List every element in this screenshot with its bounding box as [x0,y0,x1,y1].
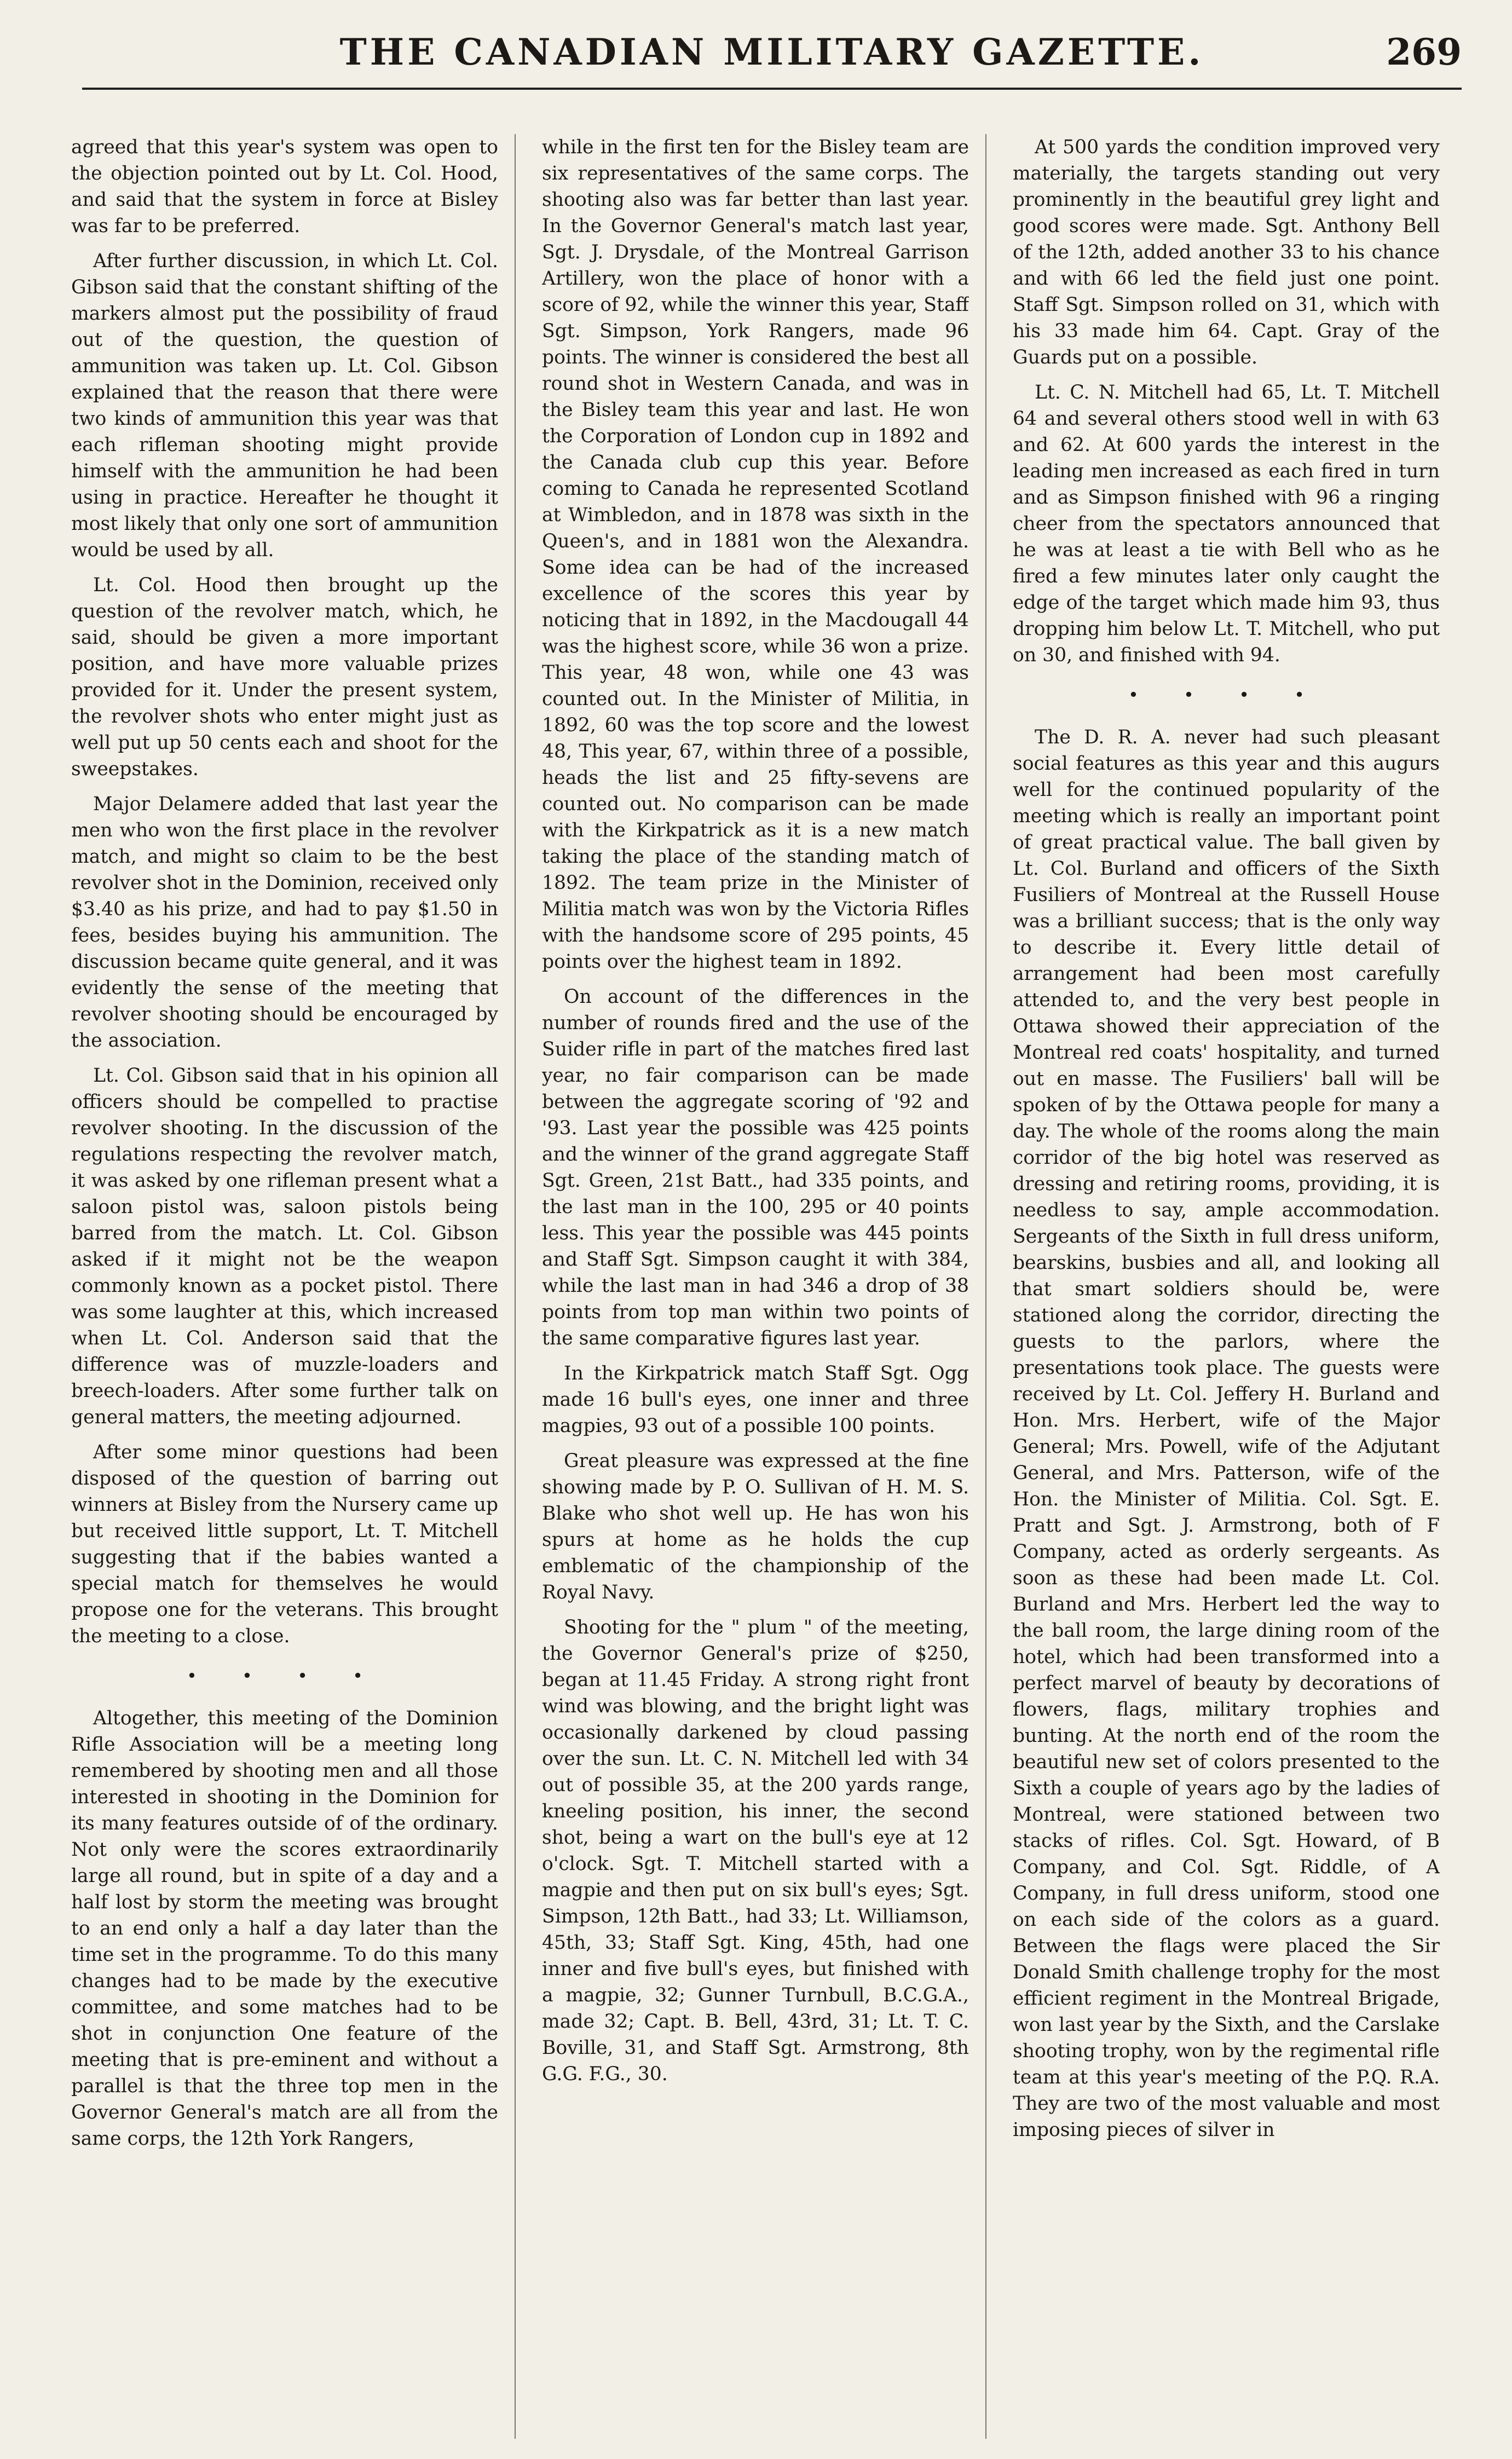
column-1 [71,134,498,2441]
masthead: THE CANADIAN MILITARY GAZETTE. [339,31,1204,73]
page-number: 269 [1386,31,1462,73]
paragraph: Lt. Col. Hood then brought up the question of the revolver match, which, he said, should be given a more important position, and have more valuable prizes provided for it. Under the present system, the revolver shots who enter might just as well put up 50 cents each and shoot for the sweepstakes. [71,574,498,780]
paragraph: Great pleasure was expressed at the fine showing made by P. O. Sullivan of H. M. S. Blake who shot well up. He has won his spurs at home as he holds the cup emblematic of the championship of the Royal Navy. [542,1450,969,1603]
page-header [82,27,1462,90]
paragraph: In the Kirkpatrick match Staff Sgt. Ogg made 16 bull's eyes, one inner and three magpies, 93 out of a possible 100 points. [542,1363,969,1437]
column-rule [515,134,516,2439]
paragraph: After further discussion, in which Lt. Col. Gibson said that the constant shifting of the markers almost put the possibility of fraud out of the question, the question of ammunition was taken up. Lt. Col. Gibson explained that the reason that there were two kinds of ammunition this year was that each rifleman shooting might provide himself with the ammunition he had been using in practice. Hereafter he thought it most likely that only one sort of ammunition would be used by all. [71,250,498,561]
paragraph: Lt. C. N. Mitchell had 65, Lt. T. Mitchell 64 and several others stood well in with 63 and 62. At 600 yards the interest in the leading men increased as each fired in turn and as Simpson finished with 96 a ringing cheer from the spectators announced that he was at least a tie with Bell who as he fired a few minutes later only caught the edge of the target which made him 93, thus dropping him below Lt. T. Mitchell, who put on 30, and finished with 94. [1013,382,1440,666]
paragraph: Shooting for the " plum " of the meeting, the Governor General's prize of $250, began at 11.45 Friday. A strong right front wind was blowing, and the bright light was occasionally darkened by cloud passing over the sun. Lt. C. N. Mitchell led with 34 out of possible 35, at the 200 yards range, kneeling position, his inner, the second shot, being a wart on the bull's eye at 12 o'clock. Sgt. T. Mitchell started with a magpie and then put on six bull's eyes; Sgt. Simpson, 12th Batt., had 33; Lt. Williamson, 45th, 33; Staff Sgt. King, 45th, had one inner and five bull's eyes, but finished with a magpie, 32; Gunner Turnbull, B.C.G.A., made 32; Capt. B. Bell, 43rd, 31; Lt. T. C. Boville, 31, and Staff Sgt. Armstrong, 8th G.G. F.G., 30. [542,1617,969,2085]
column-3 [1013,134,1440,2441]
paragraph: Major Delamere added that last year the men who won the first place in the revolver match, and might so claim to be the best revolver shot in the Dominion, received only $3.40 as his prize, and had to pay $1.50 in fees, besides buying his ammunition. The discussion became quite general, and it was evidently the sense of the meeting that revolver shooting should be encouraged by the association. [71,793,498,1052]
paragraph: The D. R. A. never had such pleasant social features as this year and this augurs well for the continued popularity of the meeting which is really an important point of great practical value. The ball given by Lt. Col. Burland and officers of the Sixth Fusiliers of Montreal at the Russell House was a brilliant success; that is the only way to describe it. Every little detail of arrangement had been most carefully attended to, and the very best people in Ottawa showed their appreciation of the Montreal red coats' hospitality, and turned out en masse. The Fusiliers' ball will be spoken of by the Ottawa people for many a day. The whole of the rooms along the main corridor of the big hotel was reserved as dressing and retiring rooms, providing, it is needless to say, ample accommodation. Sergeants of the Sixth in full dress uniform, bearskins, busbies and all, and looking all that smart soldiers should be, were stationed along the corridor, directing the guests to the parlors, where the presentations took place. The guests were received by Lt. Col. Jeffery H. Burland and Hon. Mrs. Herbert, wife of the Major General; Mrs. Powell, wife of the Adjutant General, and Mrs. Patterson, wife of the Hon. the Minister of Militia. Col. Sgt. E. Pratt and Sgt. J. Armstrong, both of F Company, acted as orderly sergeants. As soon as these had been made Lt. Col. Burland and Mrs. Herbert led the way to the ball room, the large dining room of the hotel, which had been transformed into a perfect marvel of beauty by decorations of flowers, flags, military trophies and bunting. At the north end of the room the beautiful new set of colors presented to the Sixth a couple of years ago by the ladies of Montreal, were stationed between two stacks of rifles. Col. Sgt. Howard, of B Company, and Col. Sgt. Riddle, of A Company, in full dress uniform, stood one on each side of the colors as a guard. Between the flags were placed the Sir Donald Smith challenge trophy for the most efficient regiment in the Montreal Brigade, won last year by the Sixth, and the Carslake shooting trophy, won by the regimental rifle team at this year's meeting of the P.Q. R.A. They are two of the most valuable and most imposing pieces of silver in [1013,726,1440,2141]
column-rule [985,134,986,2439]
paragraph: agreed that this year's system was open to the objection pointed out by Lt. Col. Hood, and said that the system in force at Bisley was far to be preferred. [71,136,498,237]
paragraph: Altogether, this meeting of the Dominion Rifle Association will be a meeting long remembered by shooting men and all those interested in shooting in the Dominion for its many features outside of of the ordinary. Not only were the scores extraordinarily large all round, but in spite of a day and a half lost by storm the meeting was brought to an end only a half a day later than the time set in the programme. To do this many changes had to be made by the executive committee, and some matches had to be shot in conjunction One feature of the meeting that is pre-eminent and without a parallel is that the three top men in the Governor General's match are all from the same corps, the 12th York Rangers, [71,1707,498,2150]
section-separator: • • • • [1128,684,1324,705]
paragraph: On account of the differences in the number of rounds fired and the use of the Suider rifle in part of the matches fired last year, no fair comparison can be made between the aggregate scoring of '92 and '93. Last year the possible was 425 points and the winner of the grand aggregate Staff Sgt. Green, 21st Batt., had 335 points, and the last man in the 100, 295 or 40 points less. This year the possible was 445 points and Staff Sgt. Simpson caught it with 384, while the last man in had 346 a drop of 38 points from top man within two points of the same comparative figures last year. [542,986,969,1349]
column-2 [542,134,969,2441]
paragraph: At 500 yards the condition improved very materially, the targets standing out very prominently in the beautiful grey light and good scores were made. Sgt. Anthony Bell of the 12th, added another 33 to his chance and with 66 led the field just one point. Staff Sgt. Simpson rolled on 31, which with his 33 made him 64. Capt. Gray of the Guards put on a possible. [1013,136,1440,368]
section-separator: • • • • [186,1665,383,1686]
paragraph: Lt. Col. Gibson said that in his opinion all officers should be compelled to practise revolver shooting. In the discussion of the regulations respecting the revolver match, it was asked by one rifleman present what a saloon pistol was, saloon pistols being barred from the match. Lt. Col. Gibson asked if it might not be the weapon commonly known as a pocket pistol. There was some laughter at this, which increased when Lt. Col. Anderson said that the difference was of muzzle-loaders and breech-loaders. After some further talk on general matters, the meeting adjourned. [71,1065,498,1428]
paragraph: while in the first ten for the Bisley team are six representatives of the same corps. The shooting also was far better than last year. In the Governor General's match last year, Sgt. J. Drysdale, of the Montreal Garrison Artillery, won the place of honor with a score of 92, while the winner this year, Staff Sgt. Simpson, York Rangers, made 96 points. The winner is considered the best all round shot in Western Canada, and was in the Bisley team this year and last. He won the Corporation of London cup in 1892 and the Canada club cup this year. Before coming to Canada he represented Scotland at Wimbledon, and in 1878 was sixth in the Queen's, and in 1881 won the Alexandra. Some idea can be had of the increased excellence of the scores this year by noticing that in 1892, in the Macdougall 44 was the highest score, while 36 won a prize. This year, 48 won, while one 43 was counted out. In the Minister of Militia, in 1892, 60 was the top score and the lowest 48, This year, 67, within three of a possible, heads the list and 25 fifty-sevens are counted out. No comparison can be made with the Kirkpatrick as it is a new match taking the place of the standing match of 1892. The team prize in the Minister of Militia match was won by the Victoria Rifles with the handsome score of 295 points, 45 points over the highest team in 1892. [542,136,969,973]
paragraph: After some minor questions had been disposed of the question of barring out winners at Bisley from the Nursery came up but received little support, Lt. T. Mitchell suggesting that if the babies wanted a special match for themselves he would propose one for the veterans. This brought the meeting to a close. [71,1441,498,1647]
